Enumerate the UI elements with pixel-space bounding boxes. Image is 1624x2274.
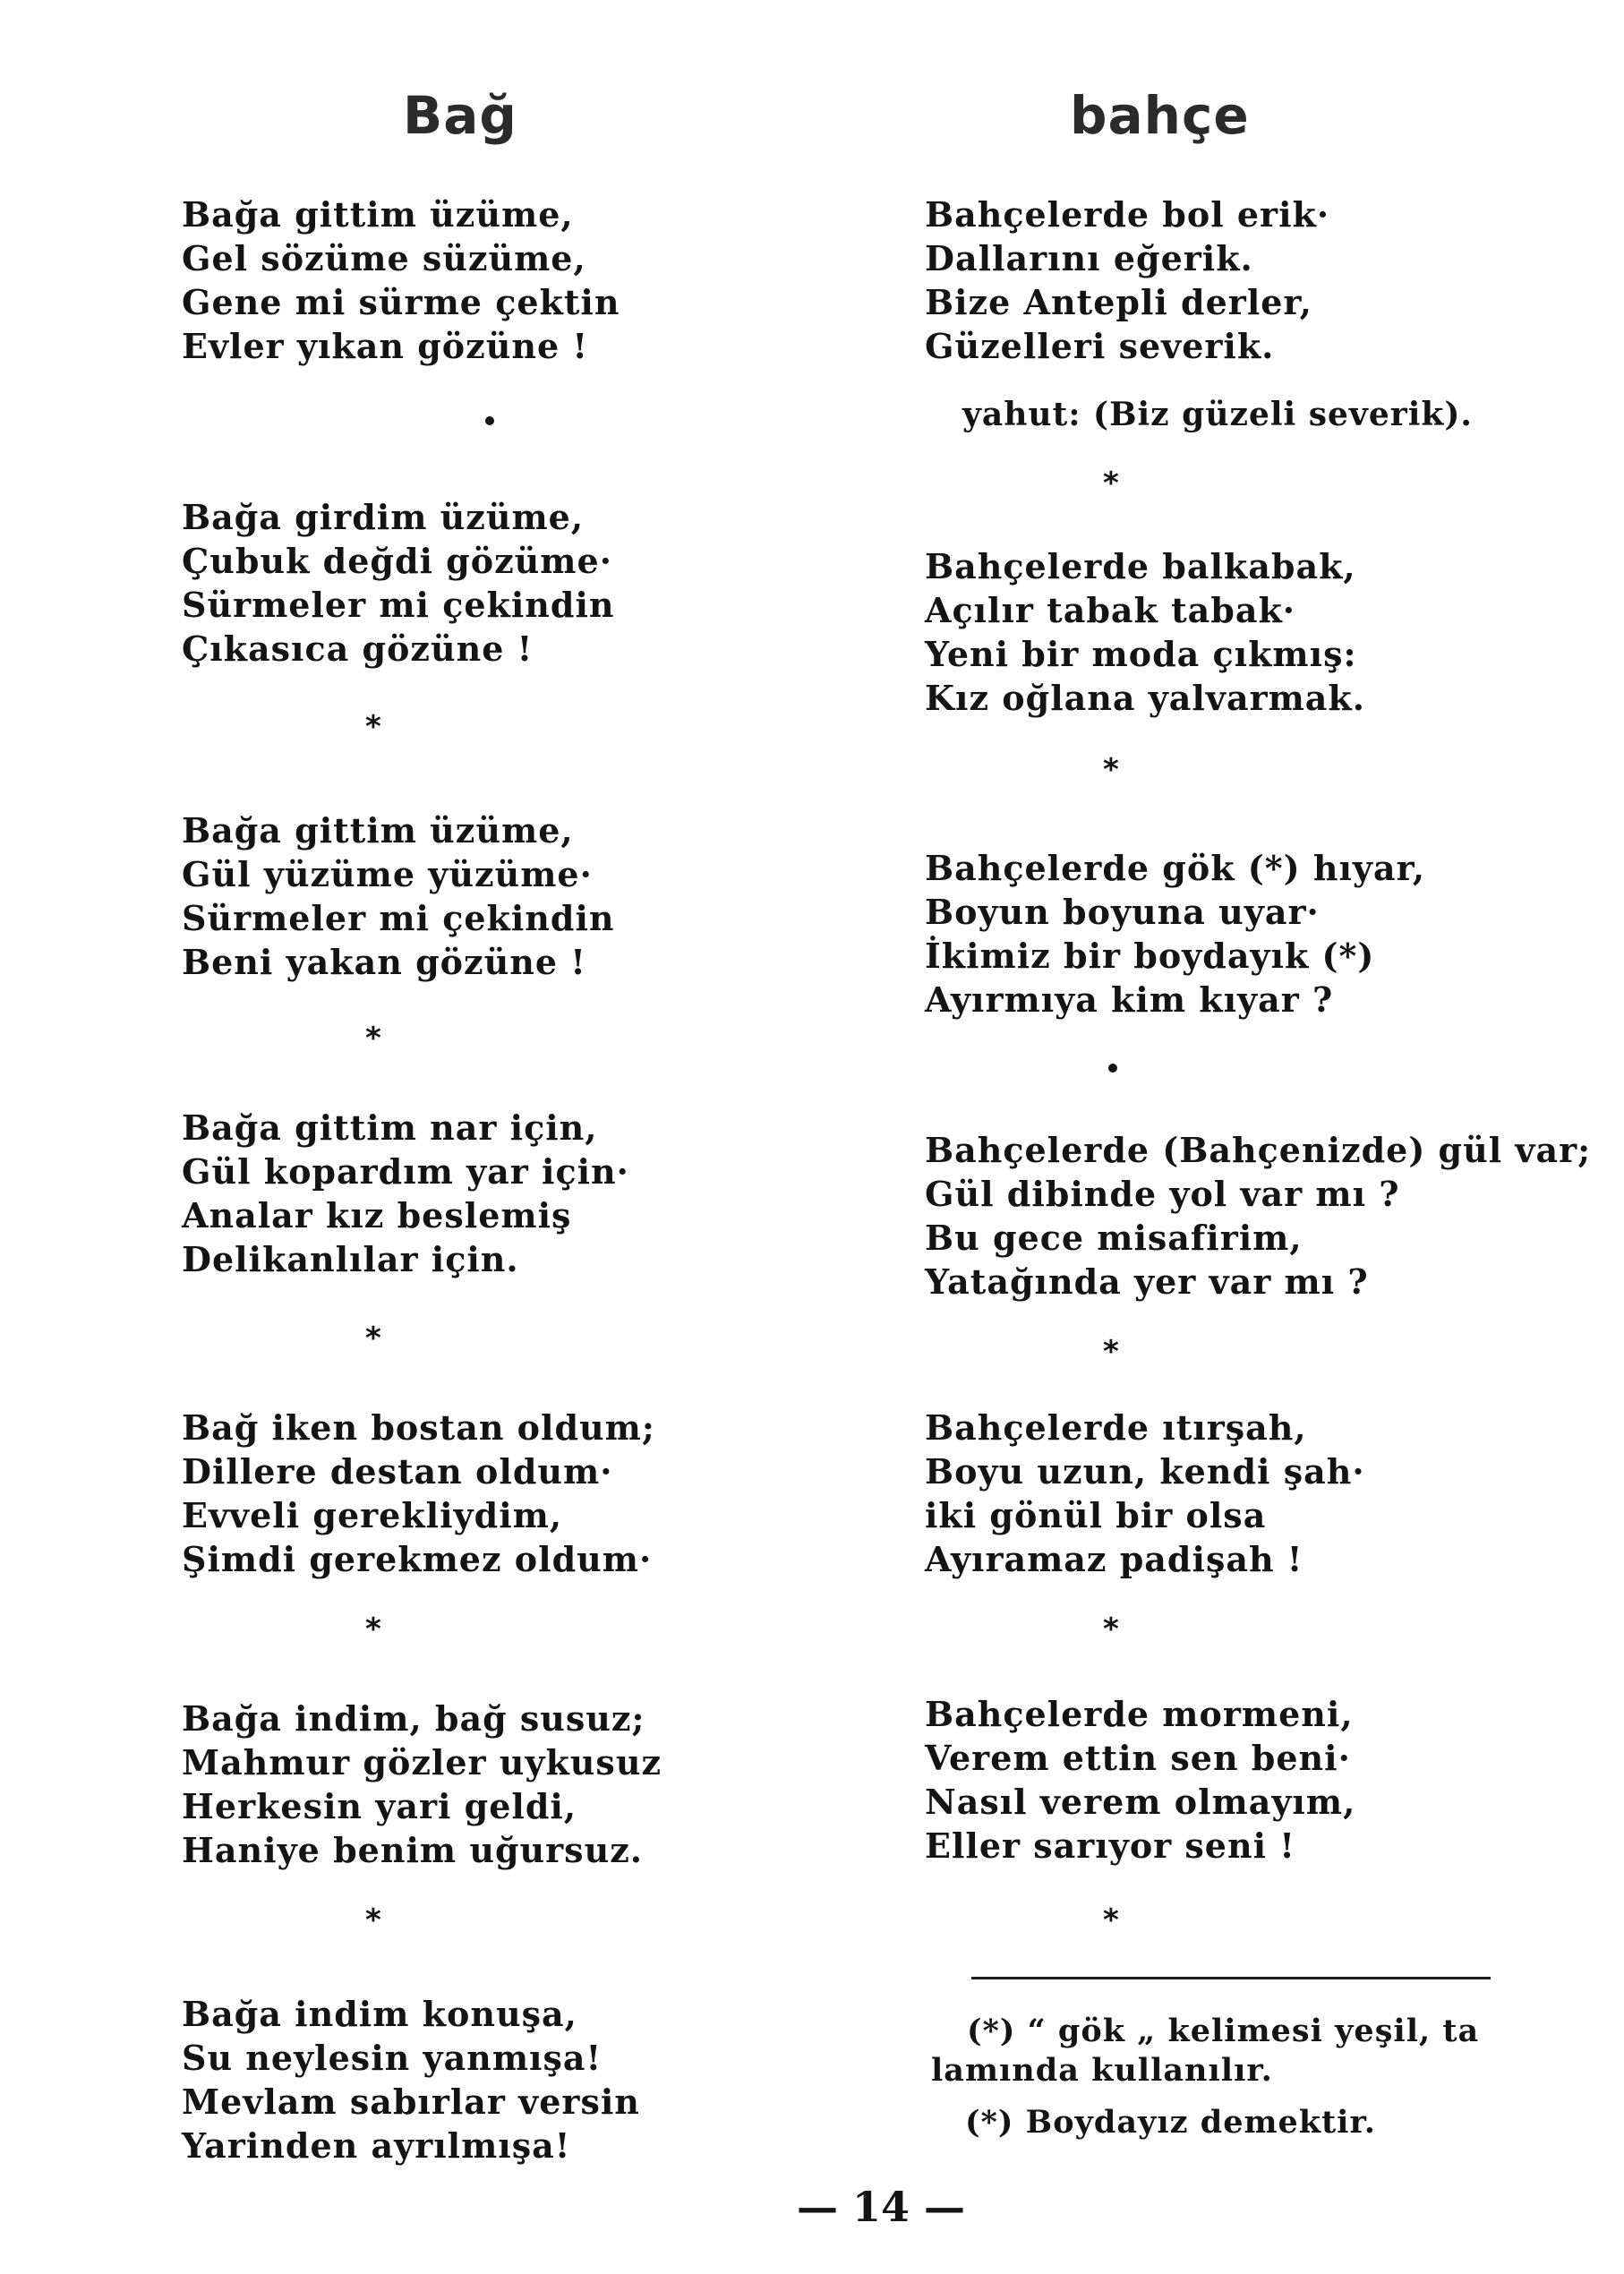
verse-line: Sürmeler mi çekindin [182, 585, 615, 625]
verse-line: Evler yıkan gözüne ! [182, 326, 589, 366]
verse-line: Güzelleri severik. [925, 326, 1275, 366]
right-column-title: bahçe [1070, 85, 1250, 146]
stanza-separator-asterisk: * [365, 1611, 381, 1647]
verse-line: Çubuk değdi gözüme· [182, 541, 612, 581]
verse-line: Evveli gerekliydim, [182, 1495, 563, 1535]
verse-line: Sürmeler mi çekindin [182, 898, 615, 938]
verse-line: Çıkasıca gözüne ! [182, 628, 534, 669]
stanza-separator-dot [1108, 1064, 1117, 1073]
page-number: — 14 — [797, 2183, 966, 2231]
verse-line: Ayırmıya kim kıyar ? [925, 979, 1334, 1020]
stanza-separator-dot [485, 416, 494, 425]
right-stanza-4 [925, 1128, 1591, 1304]
verse-line: Yeni bir moda çıkmış: [925, 634, 1357, 674]
verse-line: Bağa indim, bağ susuz; [182, 1698, 645, 1739]
right-stanza-6 [925, 1692, 1355, 1868]
verse-line: Bağa gittim üzüme, [182, 194, 574, 235]
left-stanza-6 [182, 1697, 662, 1872]
verse-line: Bağ iken bostan oldum; [182, 1407, 655, 1448]
verse-line: Gül yüzüme yüzüme· [182, 854, 593, 894]
verse-line: Delikanlılar için. [182, 1239, 519, 1279]
stanza-separator-asterisk: * [1103, 466, 1119, 501]
stanza-separator-asterisk: * [1103, 1611, 1119, 1647]
footnote-1-continued: lamında kullanılır. [931, 2052, 1273, 2089]
verse-line: Dillere destan oldum· [182, 1451, 613, 1492]
verse-line: Bize Antepli derler, [925, 282, 1312, 322]
verse-line: Ayıramaz padişah ! [925, 1539, 1303, 1579]
verse-line: Bahçelerde gök (*) hıyar, [925, 848, 1426, 888]
verse-line: Gel sözüme süzüme, [182, 238, 586, 278]
stanza-separator-asterisk: * [365, 1321, 381, 1356]
verse-line: Boyu uzun, kendi şah· [925, 1451, 1365, 1492]
stanza-separator-asterisk: * [1103, 752, 1119, 788]
verse-line: Boyun boyuna uyar· [925, 892, 1320, 932]
verse-line: Bağa gittim üzüme, [182, 810, 574, 851]
left-stanza-1 [182, 192, 620, 368]
verse-line: Bahçelerde (Bahçenizde) gül var; [925, 1130, 1592, 1170]
left-stanza-4 [182, 1106, 629, 1281]
right-stanza-5 [925, 1406, 1365, 1581]
verse-line: Analar kız beslemiş [182, 1195, 572, 1235]
footnote-1: (*) “ gök „ kelimesi yeşil, ta [967, 2013, 1480, 2049]
verse-line: Açılır tabak tabak· [925, 590, 1296, 630]
stanza-separator-asterisk: * [365, 709, 381, 745]
verse-line: Bağa indim konuşa, [182, 1994, 577, 2034]
left-column-title: Bağ [403, 85, 517, 146]
verse-line: Bağa gittim nar için, [182, 1107, 598, 1148]
verse-line: Mevlam sabırlar versin [182, 2082, 640, 2122]
verse-line: Bu gece misafirim, [925, 1218, 1303, 1258]
left-stanza-7 [182, 1992, 640, 2167]
verse-line: Şimdi gerekmez oldum· [182, 1539, 653, 1579]
verse-line: Herkesin yari geldi, [182, 1786, 577, 1826]
verse-line: Beni yakan gözüne ! [182, 942, 586, 982]
verse-line: Su neylesin yanmışa! [182, 2038, 603, 2078]
verse-line: Bahçelerde mormeni, [925, 1694, 1354, 1734]
verse-line: Bahçelerde bol erik· [925, 194, 1330, 235]
verse-line: Gene mi sürme çektin [182, 282, 620, 322]
verse-line: İkimiz bir boydayık (*) [925, 936, 1375, 976]
stanza-separator-asterisk: * [1103, 1902, 1119, 1938]
verse-line: Yarinden ayrılmışa! [182, 2125, 571, 2166]
verse-line: Gül dibinde yol var mı ? [925, 1174, 1400, 1214]
stanza-separator-asterisk: * [365, 1021, 381, 1056]
verse-line: iki gönül bir olsa [925, 1495, 1267, 1535]
right-stanza-1 [925, 192, 1329, 368]
verse-line: Nasıl verem olmayım, [925, 1782, 1356, 1822]
left-stanza-2 [182, 495, 615, 671]
verse-line: Verem ettin sen beni· [925, 1738, 1351, 1778]
verse-line: Bahçelerde ıtırşah, [925, 1407, 1307, 1448]
verse-line: Gül kopardım yar için· [182, 1151, 629, 1192]
footnote-2: (*) Boydayız demektir. [965, 2104, 1376, 2141]
verse-line: Bağa girdim üzüme, [182, 497, 585, 537]
left-stanza-5 [182, 1406, 655, 1581]
alternate-line: yahut: (Biz güzeli severik). [962, 396, 1473, 433]
right-stanza-3 [925, 846, 1425, 1022]
verse-line: Haniye benim uğursuz. [182, 1830, 643, 1870]
stanza-separator-asterisk: * [1103, 1334, 1119, 1370]
verse-line: Mahmur gözler uykusuz [182, 1742, 662, 1782]
footnote-divider [971, 1977, 1491, 1979]
verse-line: Kız oğlana yalvarmak. [925, 678, 1365, 718]
verse-line: Bahçelerde balkabak, [925, 546, 1356, 586]
right-stanza-2 [925, 544, 1365, 720]
verse-line: Eller sarıyor seni ! [925, 1825, 1295, 1866]
left-stanza-3 [182, 808, 615, 984]
stanza-separator-asterisk: * [365, 1902, 381, 1938]
verse-line: Dallarını eğerik. [925, 238, 1253, 278]
verse-line: Yatağında yer var mı ? [925, 1261, 1369, 1302]
